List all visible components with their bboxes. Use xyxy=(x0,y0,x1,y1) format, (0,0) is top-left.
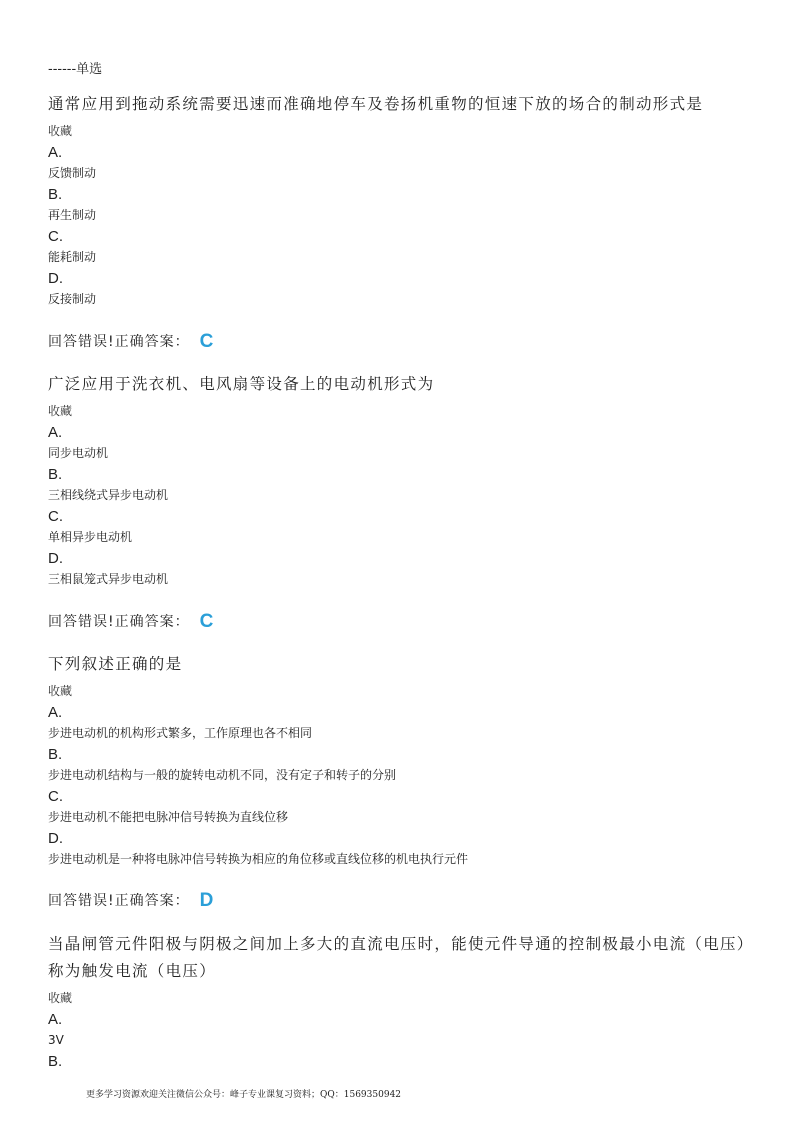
option-b-letter: B. xyxy=(48,746,63,763)
option-d-letter: D. xyxy=(48,830,63,847)
answer-line-3 xyxy=(48,889,213,913)
option-a-letter: A. xyxy=(48,144,63,161)
answer-prefix: 回答错误!正确答案： xyxy=(48,334,190,350)
option-d-letter: D. xyxy=(48,550,63,567)
question-title: 通常应用到拖动系统需要迅速而准确地停车及卷扬机重物的恒速下放的场合的制动形式是 xyxy=(48,95,704,113)
option-d-text: 步进电动机是一种将电脉冲信号转换为相应的角位移或直线位移的机电执行元件 xyxy=(48,852,469,866)
option-a-letter: A. xyxy=(48,1011,63,1028)
option-c-text: 能耗制动 xyxy=(48,250,97,264)
option-c-letter: C. xyxy=(48,508,63,525)
option-d-text: 反接制动 xyxy=(48,292,97,306)
option-d-letter: D. xyxy=(48,270,63,287)
question-1 xyxy=(48,91,748,310)
question-2 xyxy=(48,371,748,590)
answer-key: D xyxy=(199,890,214,911)
footer-note: 更多学习资源欢迎关注微信公众号：峰子专业课复习资料；QQ：1569350942 xyxy=(86,1090,402,1100)
option-c-letter: C. xyxy=(48,228,63,245)
section-label: ------单选 xyxy=(48,62,103,77)
option-c-letter: C. xyxy=(48,788,63,805)
favorite-link[interactable]: 收藏 xyxy=(48,684,73,698)
favorite-link[interactable]: 收藏 xyxy=(48,991,73,1005)
answer-line-2 xyxy=(48,610,213,634)
answer-key: C xyxy=(199,611,214,632)
answer-line-1 xyxy=(48,330,213,354)
favorite-link[interactable]: 收藏 xyxy=(48,404,73,418)
option-b-text: 步进电动机结构与一般的旋转电动机不同，没有定子和转子的分别 xyxy=(48,768,397,782)
answer-key: C xyxy=(199,331,214,352)
option-d-text: 三相鼠笼式异步电动机 xyxy=(48,572,169,586)
favorite-link[interactable]: 收藏 xyxy=(48,124,73,138)
option-c-text: 单相异步电动机 xyxy=(48,530,133,544)
option-a-text: 反馈制动 xyxy=(48,166,97,180)
option-a-text: 3V xyxy=(48,1033,64,1047)
answer-prefix: 回答错误!正确答案： xyxy=(48,614,190,630)
question-title: 下列叙述正确的是 xyxy=(48,655,183,673)
option-c-text: 步进电动机不能把电脉冲信号转换为直线位移 xyxy=(48,810,289,824)
option-a-letter: A. xyxy=(48,704,63,721)
question-title: 当晶闸管元件阳极与阴极之间加上多大的直流电压时，能使元件导通的控制极最小电流（电压）称为触发电流（电压） xyxy=(48,935,746,980)
option-b-letter: B. xyxy=(48,1053,63,1070)
option-b-text: 三相线绕式异步电动机 xyxy=(48,488,169,502)
option-b-letter: B. xyxy=(48,186,63,203)
question-3 xyxy=(48,651,748,870)
option-b-text: 再生制动 xyxy=(48,208,97,222)
option-a-letter: A. xyxy=(48,424,63,441)
answer-prefix: 回答错误!正确答案： xyxy=(48,893,190,909)
question-4 xyxy=(48,931,748,1072)
question-title: 广泛应用于洗衣机、电风扇等设备上的电动机形式为 xyxy=(48,375,435,393)
option-a-text: 步进电动机的机构形式繁多，工作原理也各不相同 xyxy=(48,726,313,740)
option-a-text: 同步电动机 xyxy=(48,446,109,460)
option-b-letter: B. xyxy=(48,466,63,483)
